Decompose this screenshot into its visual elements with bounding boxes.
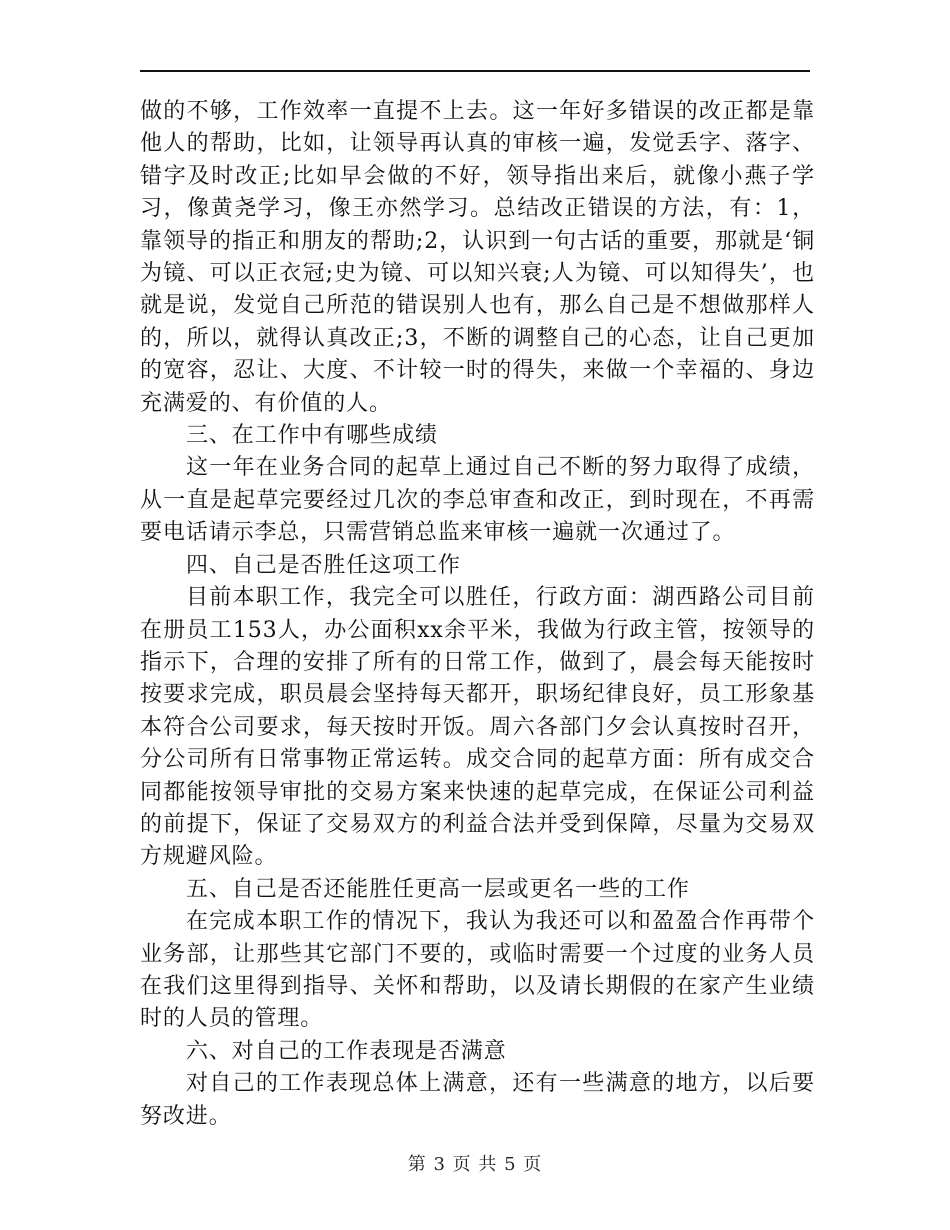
paragraph-competence: 目前本职工作，我完全可以胜任，行政方面：湖西路公司目前在册员工153人，办公面积xx余平米，我做为行政主管，按领导的指示下，合理的安排了所有的日常工作，做到了，晨会每天能按时按要求完成，职员晨会坚持每天都开，职场纪律良好，员工形象基本符合公司要求，每天按时开饭。周六各部门夕会认真按时召开，分公司所有日常事物正常运转。成交合同的起草方面：所有成交合同都能按领导审批的交易方案来快速的起草完成，在保证公司利益的前提下，保证了交易双方的利益合法并受到保障，尽量为交易双方规避风险。: [140, 585, 815, 870]
section-heading-achievements: 三、在工作中有哪些成绩: [186, 423, 438, 449]
section-heading-competence: 四、自己是否胜任这项工作: [186, 552, 461, 578]
paragraph-continuation: 做的不够，工作效率一直提不上去。这一年好多错误的改正都是靠他人的帮助，比如，让领导再认真的审核一遍，发觉丢字、落字、错字及时改正;比如早会做的不好，领导指出来后，就像小燕子学习，像黄尧学习，像王亦然学习。总结改正错误的方法，有：1，靠领导的指正和朋友的帮助;2，认识到一句古话的重要，那就是‘铜为镜、可以正衣冠;史为镜、可以知兴衰;人为镜、可以知得失’，也就是说，发觉自己所范的错误别人也有，那么自己是不想做那样人的，所以，就得认真改正;3，不断的调整自己的心态，让自己更加的宽容，忍让、大度、不计较一时的得失，来做一个幸福的、身边充满爱的、有价值的人。: [140, 99, 815, 416]
paragraph-satisfaction: 对自己的工作表现总体上满意，还有一些满意的地方，以后要努改进。: [140, 1071, 815, 1129]
header-rule: [140, 70, 810, 72]
document-body: [140, 96, 815, 1133]
section-heading-higher-role: 五、自己是否还能胜任更高一层或更名一些的工作: [186, 876, 690, 902]
page-number-footer: 第 3 页 共 5 页: [407, 1154, 543, 1175]
paragraph-achievements: 这一年在业务合同的起草上通过自己不断的努力取得了成绩，从一直是起草完要经过几次的李总审查和改正，到时现在，不再需要电话请示李总，只需营销总监来审核一遍就一次通过了。: [140, 455, 815, 546]
section-heading-satisfaction: 六、对自己的工作表现是否满意: [186, 1038, 507, 1064]
paragraph-higher-role: 在完成本职工作的情况下，我认为我还可以和盈盈合作再带个业务部，让那些其它部门不要的，或临时需要一个过度的业务人员在我们这里得到指导、关怀和帮助，以及请长期假的在家产生业绩时的人员的管理。: [140, 909, 815, 1032]
